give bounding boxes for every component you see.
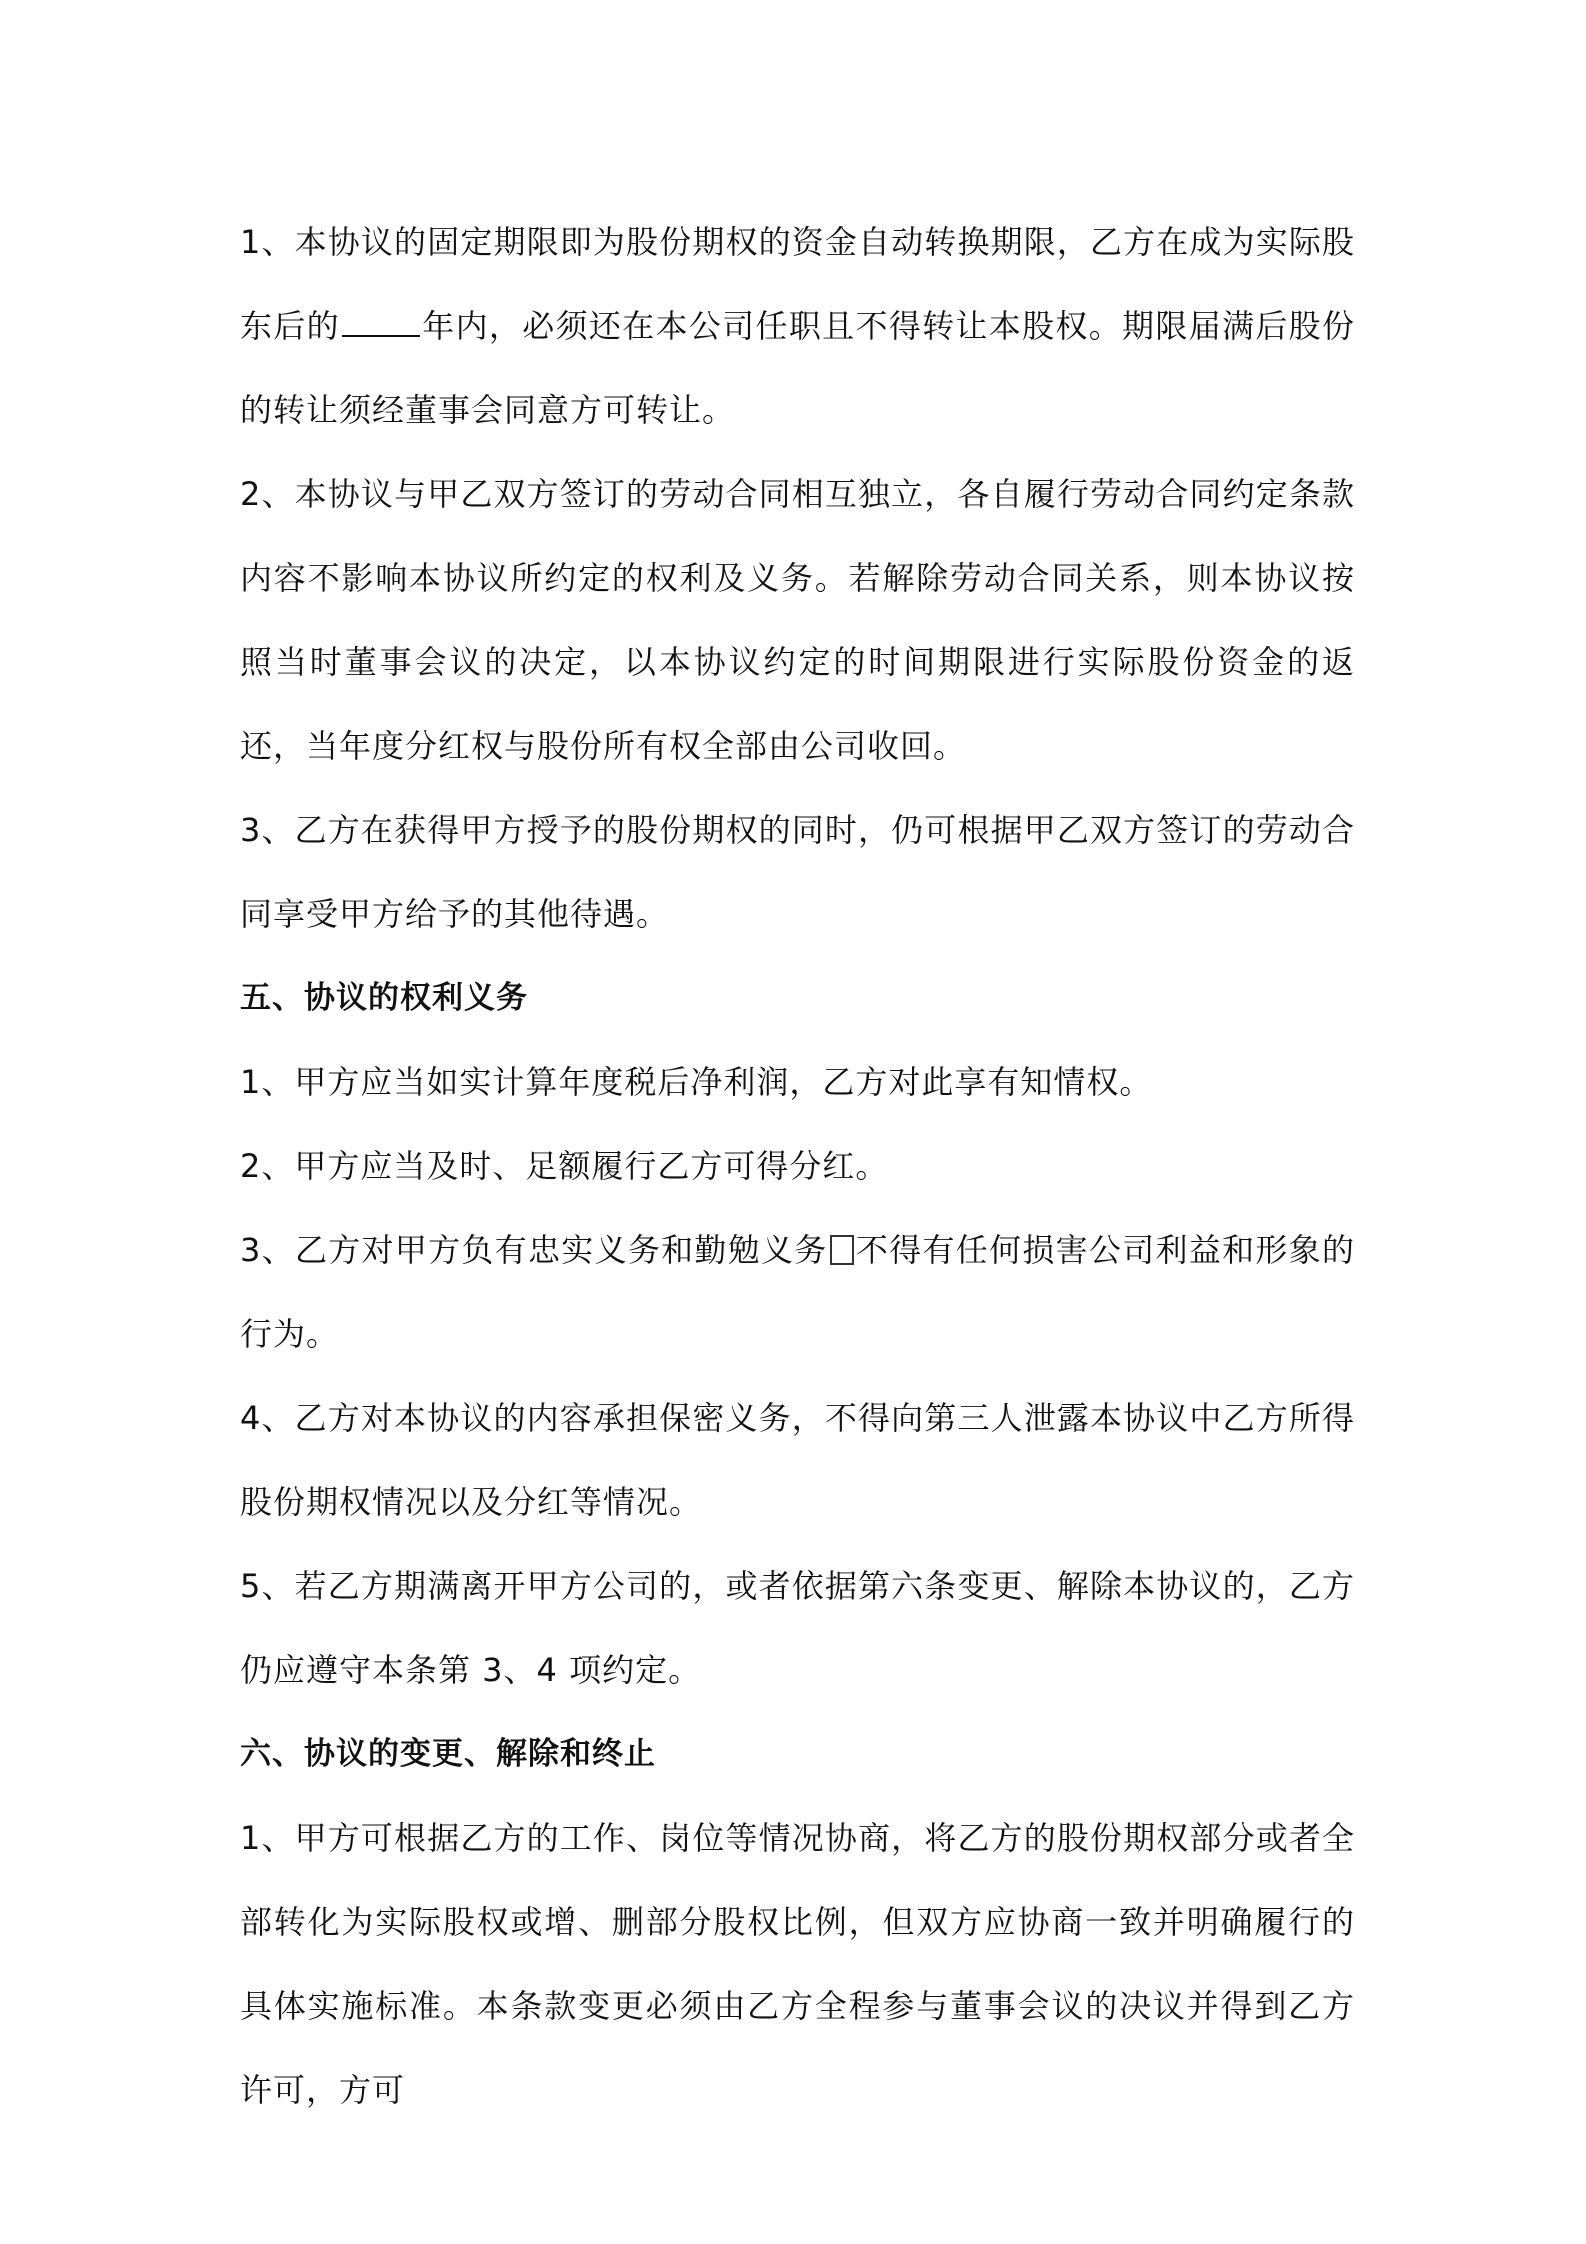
clause-loyalty-duty-text-end: 不得有任何损害公司利益和形象的行为。 [240,1231,1355,1353]
clause-term-period-text-end: 年内，必须还在本公司任职且不得转让本股权。期限届满后股份的转让须经董事会同意方可转让。 [240,307,1355,429]
clause-labor-contract-independence: 2、本协议与甲乙双方签订的劳动合同相互独立，各自履行劳动合同约定条款内容不影响本协议所约定的权利及义务。若解除劳动合同关系，则本协议按照当时董事会议的决定，以本协议约定的时间期限进行实际股份资金的返还，当年度分红权与股份所有权全部由公司收回。 [240,475,1355,765]
clause-other-benefits: 3、乙方在获得甲方授予的股份期权的同时，仍可根据甲乙双方签订的劳动合同享受甲方给予的其他待遇。 [240,811,1355,933]
clause-confidentiality: 4、乙方对本协议的内容承担保密义务，不得向第三人泄露本协议中乙方所得股份期权情况以及分红等情况。 [240,1399,1355,1521]
clause-loyalty-duty [240,1208,1355,1376]
clause-term-period-text-start: 1、本协议的固定期限即为股份期权的资金自动转换期限，乙方在成为实际股东后的 [240,223,1355,345]
clause-loyalty-duty-text-start: 3、乙方对甲方负有忠实义务和勤勉义务 [240,1231,828,1269]
document-page [240,200,1355,2132]
clause-dividend-performance: 2、甲方应当及时、足额履行乙方可得分红。 [240,1147,889,1185]
section-six-heading: 六、协议的变更、解除和终止 [240,1736,656,1772]
clause-right-to-know: 1、甲方应当如实计算年度税后净利润，乙方对此享有知情权。 [240,1063,1153,1101]
clause-post-expiry-obligation: 5、若乙方期满离开甲方公司的，或者依据第六条变更、解除本协议的，乙方仍应遵守本条第 3、4 项约定。 [240,1567,1355,1689]
missing-glyph-box [830,1235,854,1265]
clause-term-period [240,200,1355,452]
section-five-heading: 五、协议的权利义务 [240,980,528,1016]
clause-option-conversion: 1、甲方可根据乙方的工作、岗位等情况协商，将乙方的股份期权部分或者全部转化为实际股权或增、删部分股权比例，但双方应协商一致并明确履行的具体实施标准。本条款变更必须由乙方全程参与董事会议的决议并得到乙方许可，方可 [240,1819,1355,2109]
years-blank-field [342,307,420,337]
